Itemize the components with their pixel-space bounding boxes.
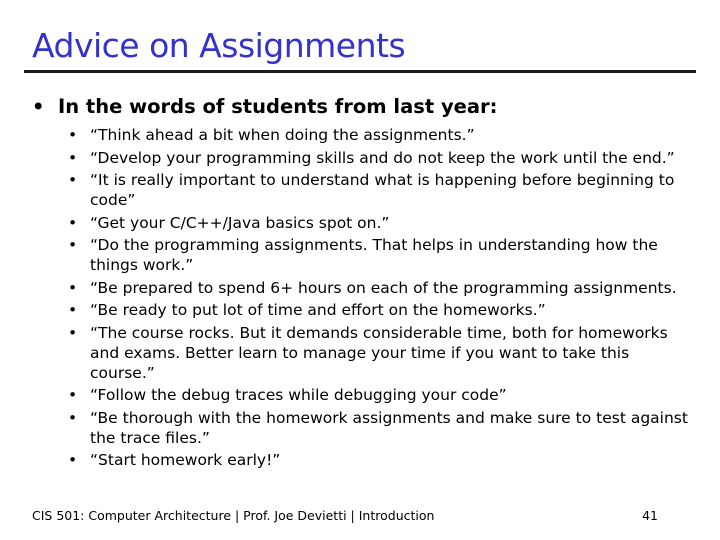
bullet-icon: •	[68, 126, 78, 144]
bullet-icon: •	[32, 95, 45, 118]
bullet-icon: •	[68, 451, 78, 469]
bullet-icon: •	[68, 278, 78, 297]
quote-text: “Develop your programming skills and do not keep the work until the end.”	[90, 148, 675, 167]
slide-title: Advice on Assignments	[32, 26, 406, 65]
list-item	[68, 408, 698, 448]
bullet-icon: •	[68, 408, 78, 427]
quote-text: “Follow the debug traces while debugging your code”	[90, 386, 507, 404]
quote-text: “Think ahead a bit when doing the assignments.”	[90, 126, 475, 144]
bullet-icon: •	[68, 323, 78, 342]
list-item	[68, 278, 698, 298]
bullet-icon: •	[68, 236, 78, 254]
quote-text: “The course rocks. But it demands considerable time, both for homeworks and exams. Better learn to manage your time if you want to take this course.”	[90, 323, 668, 382]
quote-text: “It is really important to understand what is happening before beginning to code”	[90, 171, 675, 209]
slide-footer: CIS 501: Computer Architecture | Prof. Joe Devietti | Introduction	[32, 508, 435, 523]
quote-text: “Start homework early!”	[90, 451, 281, 469]
list-item	[68, 323, 698, 383]
main-bullet-text: In the words of students from last year:	[58, 95, 498, 118]
quote-text: “Be prepared to spend 6+ hours on each of the programming assignments.	[90, 278, 677, 297]
list-item	[68, 385, 698, 405]
quote-list	[68, 125, 698, 473]
quote-text: “Be ready to put lot of time and effort on the homeworks.”	[90, 301, 546, 319]
list-item	[68, 235, 698, 275]
bullet-icon: •	[68, 148, 78, 167]
bullet-icon: •	[68, 213, 78, 232]
bullet-icon: •	[68, 171, 78, 189]
list-item	[68, 450, 698, 470]
bullet-icon: •	[68, 301, 78, 319]
bullet-icon: •	[68, 386, 78, 404]
quote-text: “Get your C/C++/Java basics spot on.”	[90, 213, 390, 232]
list-item	[68, 125, 698, 145]
list-item	[68, 300, 698, 320]
page-number: 41	[642, 508, 658, 523]
list-item	[68, 170, 698, 210]
list-item	[68, 148, 698, 168]
title-rule	[24, 70, 696, 73]
main-bullet	[32, 95, 497, 118]
list-item	[68, 213, 698, 233]
quote-text: “Do the programming assignments. That helps in understanding how the things work.”	[90, 236, 658, 274]
quote-text: “Be thorough with the homework assignments and make sure to test against the trace files.”	[90, 408, 688, 447]
